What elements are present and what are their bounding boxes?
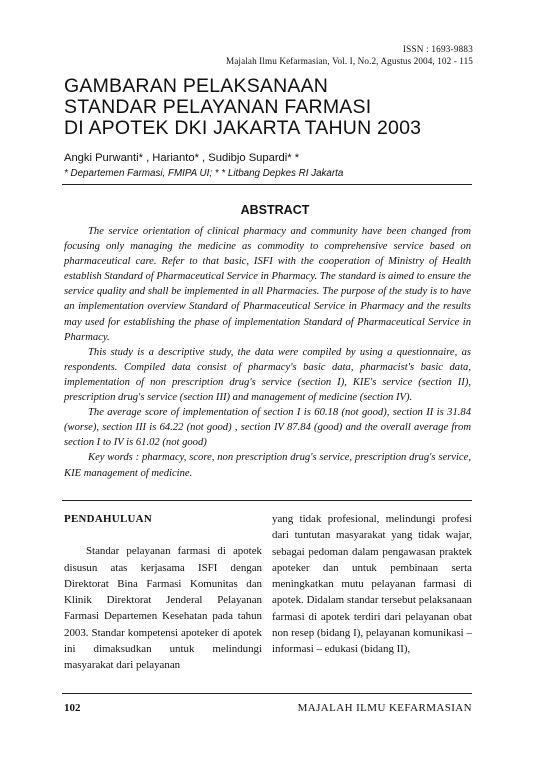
author-list: Angki Purwanti* , Harianto* , Sudibjo Supardi* *	[64, 152, 300, 164]
title-line-1: GAMBARAN PELAKSANAAN	[64, 75, 329, 97]
abstract-body	[64, 224, 471, 481]
page-number: 102	[64, 702, 81, 714]
author-affiliation: * Departemen Farmasi, FMIPA UI; * * Litbang Depkes RI Jakarta	[64, 168, 344, 179]
intro-paragraph-right: yang tidak profesional, melindungi profesi dari tuntutan masyarakat yang tidak wajar, sebagai pedoman dalam pengawasan praktek apoteker dan untuk pembinaan serta meningkatkan mutu pelayanan farmasi di apotek. Didalam standar tersebut pelaksanaan farmasi di apotek terdiri dari pelayanan obat non resep (bidang I), pelayanan komunikasi – informasi – edukasi (bidang II),	[272, 513, 472, 656]
abstract-divider	[62, 500, 472, 501]
footer-journal-name: MAJALAH ILMU KEFARMASIAN	[297, 702, 472, 714]
abstract-paragraph-2: This study is a descriptive study, the data were compiled by using a questionnaire, as respondents. Compiled data consist of pharmacy's basic data, pharmacist's basic data, implementation of non prescription drug's service (section I), KIE's service (section II), prescription drug's service (section III) and management of medicine (section IV).	[64, 346, 471, 404]
abstract-heading: ABSTRACT	[240, 203, 310, 217]
section-heading: PENDAHULUAN	[64, 513, 153, 525]
abstract-keywords: Key words : pharmacy, score, non prescription drug's service, prescription drug's service, KIE management of medicine.	[64, 452, 471, 479]
journal-reference: Majalah Ilmu Kefarmasian, Vol. I, No.2, Agustus 2004, 102 - 115	[225, 56, 473, 66]
header-divider	[62, 184, 472, 185]
body-column-left	[64, 511, 262, 674]
body-column-right	[272, 511, 472, 658]
title-line-2: STANDAR PELAYANAN FARMASI	[64, 96, 372, 118]
issn-number: ISSN : 1693-9883	[402, 44, 473, 54]
intro-paragraph-left: Standar pelayanan farmasi di apotek disusun atas kerjasama ISFI dengan Direktorat Bina Farmasi Komunitas dan Klinik Direktorat Jenderal Pelayanan Farmasi Departemen Kesehatan pada tahun 2003. Standar kompetensi apoteker di apotek ini dimaksudkan untuk melindungi masyarakat dari pelayanan	[64, 545, 262, 672]
abstract-paragraph-3: The average score of implementation of section I is 60.18 (not good), section II is 31.84 (worse), section III is 64.22 (not good) , section IV 87.84 (good) and the overall average from section I to IV is 61.02 (not good)	[64, 407, 471, 449]
abstract-paragraph-1: The service orientation of clinical pharmacy and community have been changed from focusing only managing the medicine as commodity to comprehensive service based on pharmaceutical care. Refer to that basic, ISFI with the cooperation of Ministry of Health establish Standard of Pharmaceutical Service in Pharmacy. The standard is aimed to ensure the service quality and shall be implemented in all Pharmacies. The purpose of the study is to have an implementation overview Standard of Pharmaceutical Service in Pharmacy and the results may used for establishing the phase of implementation Standard of Pharmaceutical Service in Pharmacy.	[64, 226, 471, 343]
title-line-3: DI APOTEK DKI JAKARTA TAHUN 2003	[64, 117, 422, 139]
article-title	[64, 76, 484, 139]
footer-divider	[62, 693, 472, 694]
